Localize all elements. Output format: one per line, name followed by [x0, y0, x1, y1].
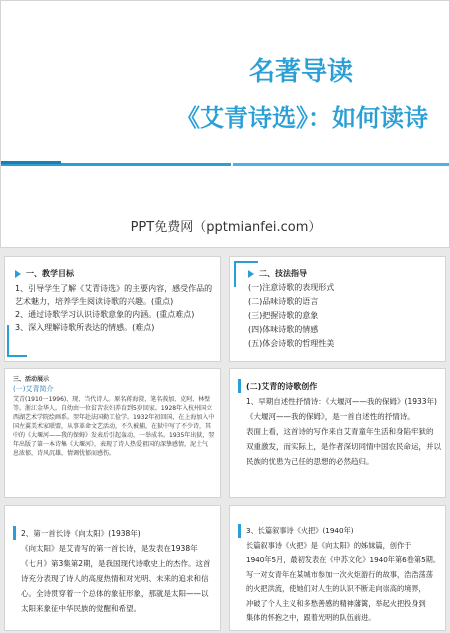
technique-item: (三)把握诗歌的意象	[248, 311, 319, 320]
poem-line: 写一对女青年在某城市参加一次火炬游行的故事，浩浩荡荡	[246, 569, 433, 579]
poem-line: 《七月》第3集第2期，是我国现代诗歌史上的杰作。这首	[21, 559, 211, 568]
section-heading: 一、教学目标	[15, 267, 215, 280]
creation-line: 1、早期自述性抒情诗：《大堰河——我的保姆》(1933年)	[246, 397, 437, 406]
slide-teaching-goals	[4, 256, 221, 362]
goal-line: 3、深入理解诗歌所表达的情感。(难点)	[15, 323, 155, 332]
slide-poet-intro	[4, 368, 221, 498]
triangle-bullet-icon	[15, 270, 21, 278]
creation-line: 《大堰河——我的保姆》，是一首自述性的抒情诗。	[246, 412, 415, 421]
technique-item: (一)注意诗歌的表现形式	[248, 283, 335, 292]
bio-line: 西湖艺术学院绘画系。翌年赴法国勤工俭学。1932年初回国，在上海加入中	[13, 414, 215, 421]
bio-line: 中的《大堰河——我的保姆》发表后引起轰动，一举成名。1935年出狱，翌	[13, 432, 215, 439]
slide-poetry-creation	[229, 368, 446, 498]
bio-line: 艾青(1910一1996)，现、当代诗人。原名蒋海澄，笔名莪加、克阿、林壁	[13, 396, 211, 403]
poem-line: 1940年5月，最初发表在《中苏文化》1940年第6卷第5期。	[246, 555, 441, 564]
slide-title: 名著导读	[248, 57, 353, 87]
bio-line: 等。浙江金华人。自幼由一位贫苦农妇养育到5岁回家。1928年入杭州国立	[13, 405, 213, 412]
accent-bar	[238, 379, 241, 393]
slide-technique-guide	[229, 256, 446, 362]
slide-to-the-sun	[4, 505, 221, 631]
source-footer: PPT免费网（pptmianfei.com）	[130, 220, 322, 235]
creation-line: 双重激发，而实际上，是作者深切同情中国农民命运，并以	[246, 442, 441, 451]
poem-line: 的火把洪流，使她们对人生的认识不断走向崇高的境界，	[246, 584, 426, 593]
poem-line: 诗充分表现了诗人的高度热情和对光明、未来的追求和信	[21, 574, 209, 583]
poem-line: 长篇叙事诗《火把》是《向太阳》的姊妹篇，创作于	[246, 540, 412, 550]
technique-item: (二)品味诗歌的语言	[248, 297, 319, 306]
slide-subtitle: 《艾青诗选》：如何读诗	[176, 104, 428, 132]
bio-line: 国左翼美术家联盟，从事革命文艺活动，不久被捕，在狱中写了不少诗，其	[13, 423, 212, 430]
poem-line: 3、长篇叙事诗《火把》(1940年)	[246, 526, 354, 535]
technique-item: (四)体味诗歌的情感	[248, 325, 319, 334]
title-divider	[1, 161, 450, 169]
goal-line: 艺术魅力，培养学生阅读诗歌的兴趣。(重点)	[15, 297, 174, 306]
poem-line: 太阳来象征中华民族的觉醒和希望。	[21, 604, 141, 613]
poem-line: 2、第一首长诗《向太阳》(1938年)	[21, 529, 141, 538]
bio-line: 年出版了第一本诗集《大堰河》，表现了诗人热爱祖国的深挚感情，泥土气	[13, 441, 209, 448]
section-heading: 二、技法指导	[248, 267, 438, 281]
goal-line: 1、引导学生了解《艾青诗选》的主要内容，感受作品的	[15, 284, 213, 293]
poem-line: 心。全诗贯穿着一个总体的象征形象，那就是太阳——以	[21, 589, 209, 598]
creation-line: 表面上看，这首诗的写作来自艾青童年生活和身陷牢狱的	[246, 427, 434, 436]
sub-heading: (一)艾青简介	[13, 385, 54, 393]
goal-line: 2、通过诗歌学习认识诗歌意象的内涵。(重点难点)	[15, 310, 195, 319]
technique-item: (五)体会诗歌的哲理性美	[248, 339, 335, 348]
section-heading: 三、活动展示	[13, 376, 50, 383]
poem-line: 《向太阳》是艾青写的第一首长诗，是发表在1938年	[21, 544, 198, 553]
slide-torch	[229, 505, 446, 631]
poem-line: 集体的怀抱之中，跟着光明的队伍前进。	[246, 613, 376, 622]
accent-bar	[13, 526, 16, 540]
creation-line: 民族的忧患为己任的思想的必然趋归。	[246, 457, 374, 466]
section-heading: (二)艾青的诗歌创作	[246, 382, 318, 391]
accent-bar	[238, 524, 241, 538]
triangle-bullet-icon	[248, 270, 254, 278]
bio-line: 息浓郁，诗风沉雄，情调忧郁而感伤。	[13, 450, 116, 457]
poem-line: 冲破了个人主义和多愁善感的精神藩篱，举起火把投身到	[246, 598, 426, 608]
title-slide	[0, 0, 450, 248]
